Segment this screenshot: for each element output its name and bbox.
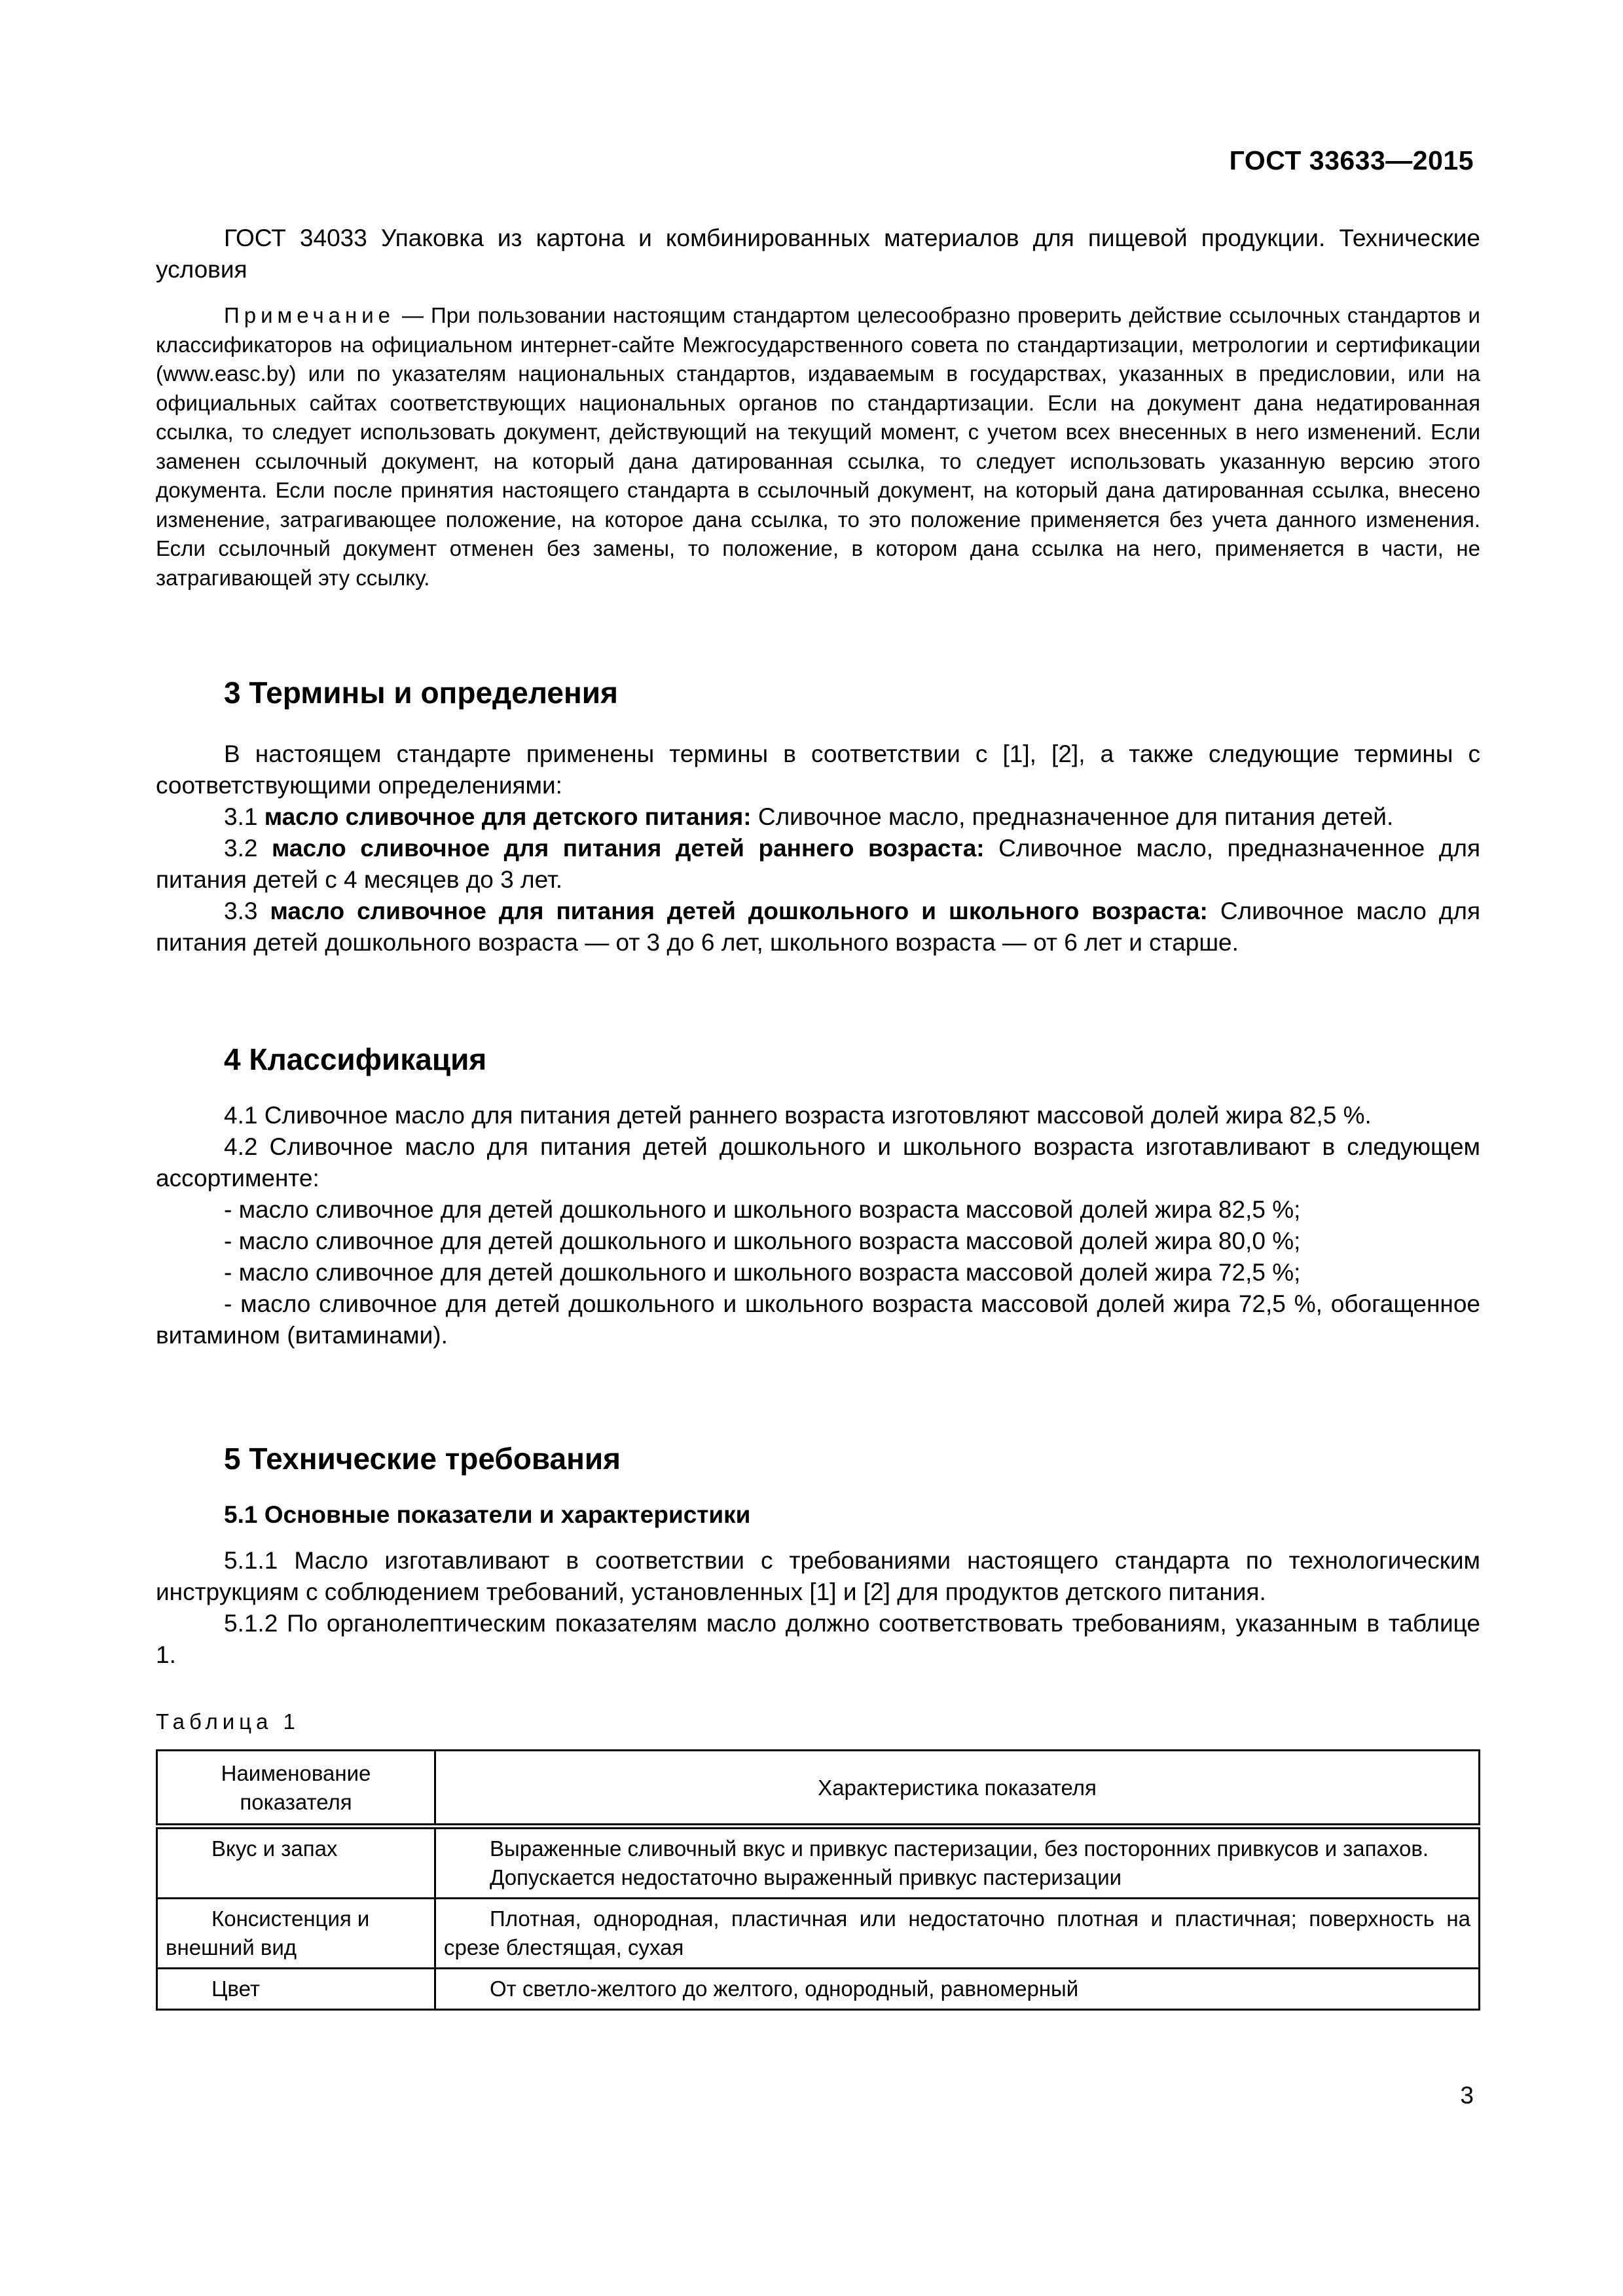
assortment-item: - масло сливочное для детей дошкольного и школьного возраста массовой долей жира 72,5 %; — [224, 1259, 1301, 1286]
note-label: Примечание — [224, 303, 395, 327]
header-indicator-name: Наименование показателя — [157, 1751, 435, 1827]
clause-5-1-1: 5.1.1 Масло изготавливают в соответствии с требованиями настоящего стандарта по технологическим инструкциям с соблюдением требований, установленных [1] и [2] для продуктов детского питания. — [156, 1547, 1480, 1605]
document-code-header: ГОСТ 33633—2015 — [1229, 145, 1474, 175]
term-name: масло сливочное для питания детей дошкольного и школьного возраста: — [270, 898, 1208, 924]
term-3-2: 3.2 масло сливочное для питания детей раннего возраста: Сливочное масло, предназначенное для питания детей с 4 месяцев до 3 лет. — [156, 835, 1480, 893]
subsection-5-1 — [156, 1499, 1480, 1531]
table-1 — [156, 1749, 1480, 2011]
note-text: — При пользовании настоящим стандартом целесообразно проверить действие ссылочных стандартов и классификаторов на официальном интернет-сайте Межгосударственного совета по стандартизации, метрологии и сертификации (www.easc.by) или по указателям национальных стандартов, издаваемым в государствах, указанных в предисловии, или на официальных сайтах соответствующих национальных органов по стандартизации. Если на документ дана недатированная ссылка, то следует использовать документ, действующий на текущий момент, с учетом всех внесенных в него изменений. Если заменен ссылочный документ, на который дана датированная ссылка, то следует использовать указанную версию этого документа. Если после принятия настоящего стандарта в ссылочный документ, на который дана датированная ссылка, внесено изменение, затрагивающее положение, на которое дана ссылка, то это положение применяется без учета данного изменения. Если ссылочный документ отменен без замены, то положение, в котором дана ссылка на него, применяется в части, не затрагивающей эту ссылку. — [156, 303, 1480, 590]
assortment-item: - масло сливочное для детей дошкольного и школьного возраста массовой долей жира 82,5 %; — [224, 1196, 1301, 1223]
table-row — [157, 1827, 1480, 1899]
clause-5-1-2: 5.1.2 По органолептическим показателям масло должно соответствовать требованиям, указанным в таблице 1. — [156, 1610, 1480, 1668]
term-3-1: 3.1 масло сливочное для детского питания: Сливочное масло, предназначенное для питания детей. — [224, 803, 1394, 830]
section-3 — [156, 674, 1480, 711]
section-3-body — [156, 738, 1480, 958]
indicator-name: Вкус и запах — [157, 1827, 435, 1899]
clause-4-2: 4.2 Сливочное масло для питания детей дошкольного и школьного возраста изготавливают в следующем ассортименте: — [156, 1133, 1480, 1192]
section-4 — [156, 1041, 1480, 1078]
indicator-characteristic: От светло-желтого до желтого, однородный, равномерный — [435, 1969, 1480, 2010]
reference-note — [156, 301, 1480, 592]
clause-4-1: 4.1 Сливочное масло для питания детей раннего возраста изготовляют массовой долей жира 82,5 %. — [224, 1102, 1372, 1129]
assortment-item: - масло сливочное для детей дошкольного и школьного возраста массовой долей жира 80,0 %; — [224, 1228, 1301, 1254]
table-1-caption-wrap — [156, 1707, 1480, 1736]
subsection-5-1-title: 5.1 Основные показатели и характеристики — [224, 1501, 751, 1528]
header-indicator-characteristic: Характеристика показателя — [435, 1751, 1480, 1827]
term-name: масло сливочное для питания детей раннего возраста: — [272, 835, 985, 862]
section-4-title: 4 Классификация — [224, 1042, 487, 1076]
table-1-caption: Таблица 1 — [156, 1709, 300, 1734]
page-number: 3 — [1460, 2082, 1474, 2109]
assortment-item: - масло сливочное для детей дошкольного и школьного возраста массовой долей жира 72,5 %, обогащенное витамином (витаминами). — [156, 1290, 1480, 1349]
section-4-body — [156, 1100, 1480, 1351]
indicator-characteristic: Плотная, однородная, пластичная или недостаточно плотная и пластичная; поверхность на срезе блестящая, сухая — [435, 1899, 1480, 1969]
table-header-row — [157, 1751, 1480, 1827]
term-name: масло сливочное для детского питания: — [264, 803, 752, 830]
section-5 — [156, 1440, 1480, 1477]
table-row — [157, 1969, 1480, 2010]
section-5-body — [156, 1545, 1480, 1671]
indicator-characteristic: Выраженные сливочный вкус и привкус пастеризации, без посторонних привкусов и запахов. Допускается недостаточно выраженный привкус пастеризации — [435, 1827, 1480, 1899]
section-5-title: 5 Технические требования — [224, 1442, 621, 1476]
section-3-intro: В настоящем стандарте применены термины в соответствии с [1], [2], а также следующие термины с соответствующими определениями: — [156, 740, 1480, 799]
reference-entry: ГОСТ 34033 Упаковка из картона и комбинированных материалов для пищевой продукции. Технические условия — [156, 225, 1480, 283]
section-3-title: 3 Термины и определения — [224, 676, 618, 710]
indicator-name: Цвет — [157, 1969, 435, 2010]
references-block — [156, 223, 1480, 285]
indicator-name: Консистенция и внешний вид — [157, 1899, 435, 1969]
term-definition: Сливочное масло, предназначенное для питания детей. — [751, 803, 1394, 830]
table-row — [157, 1899, 1480, 1969]
term-definition: Сливочное масло, предназначенное для питания детей с 4 месяцев до 3 лет. — [156, 835, 1480, 893]
term-definition: Сливочное масло для питания детей дошкольного возраста — от 3 до 6 лет, школьного возраста — от 6 лет и старше. — [156, 898, 1480, 956]
term-3-3: 3.3 масло сливочное для питания детей дошкольного и школьного возраста: Сливочное масло для питания детей дошкольного возраста — от 3 до 6 лет, школьного возраста — от 6 лет и старше. — [156, 898, 1480, 956]
